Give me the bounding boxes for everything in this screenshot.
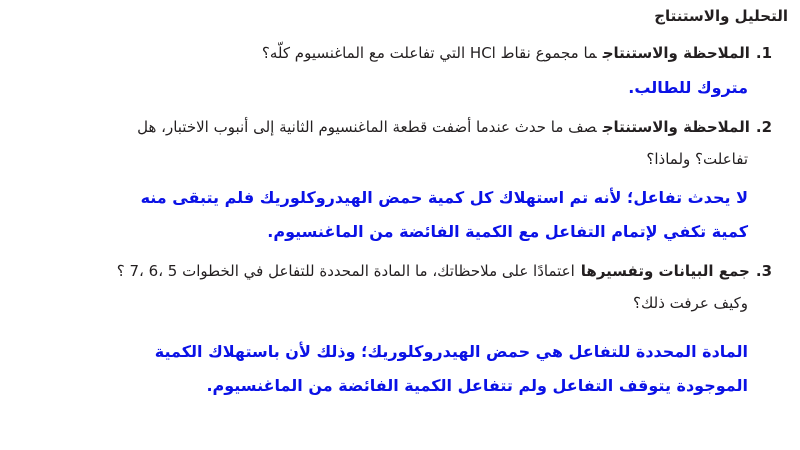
question-lead: جمع البيانات وتفسيرها — [580, 262, 750, 280]
question-1 — [262, 42, 772, 64]
answer-2-line-1: لا يحدث تفاعل؛ لأنه تم استهلاك كل كمية حمض الهيدروكلوريك فلم يتبقى منه — [140, 188, 748, 207]
answer-1-line-1: متروك للطالب. — [628, 78, 748, 97]
question-number: 1. — [755, 44, 772, 62]
section-title: التحليل والاستنتاج — [654, 7, 788, 25]
question-number: 3. — [755, 262, 772, 280]
question-lead: الملاحظة والاستنتاج — [602, 118, 750, 136]
answer-2-line-2: كمية تكفي لإتمام التفاعل مع الكمية الفائضة من الماغنسيوم. — [267, 222, 748, 241]
answer-3-line-1: المادة المحددة للتفاعل هي حمض الهيدروكلوريك؛ وذلك لأن باستهلاك الكمية — [154, 342, 748, 361]
question-2 — [137, 116, 772, 138]
question-text: صف ما حدث عندما أضفت قطعة الماغنسيوم الثانية إلى أنبوب الاختبار، هل — [137, 118, 597, 136]
question-number: 2. — [755, 118, 772, 136]
question-2-continuation: تفاعلت؟ ولماذا؟ — [646, 150, 748, 168]
question-3-continuation: وكيف عرفت ذلك؟ — [633, 294, 748, 312]
question-3 — [117, 260, 772, 282]
question-lead: الملاحظة والاستنتاج — [602, 44, 750, 62]
question-text: اعتمادًا على ملاحظاتك، ما المادة المحددة للتفاعل في الخطوات 5 ،6 ،7 ؟ — [116, 262, 575, 280]
answer-3-line-2: الموجودة يتوقف التفاعل ولم تتفاعل الكمية الفائضة من الماغنسيوم. — [206, 376, 748, 395]
question-text: ما مجموع نقاط HCl التي تفاعلت مع الماغنسيوم كلّه؟ — [261, 44, 597, 62]
